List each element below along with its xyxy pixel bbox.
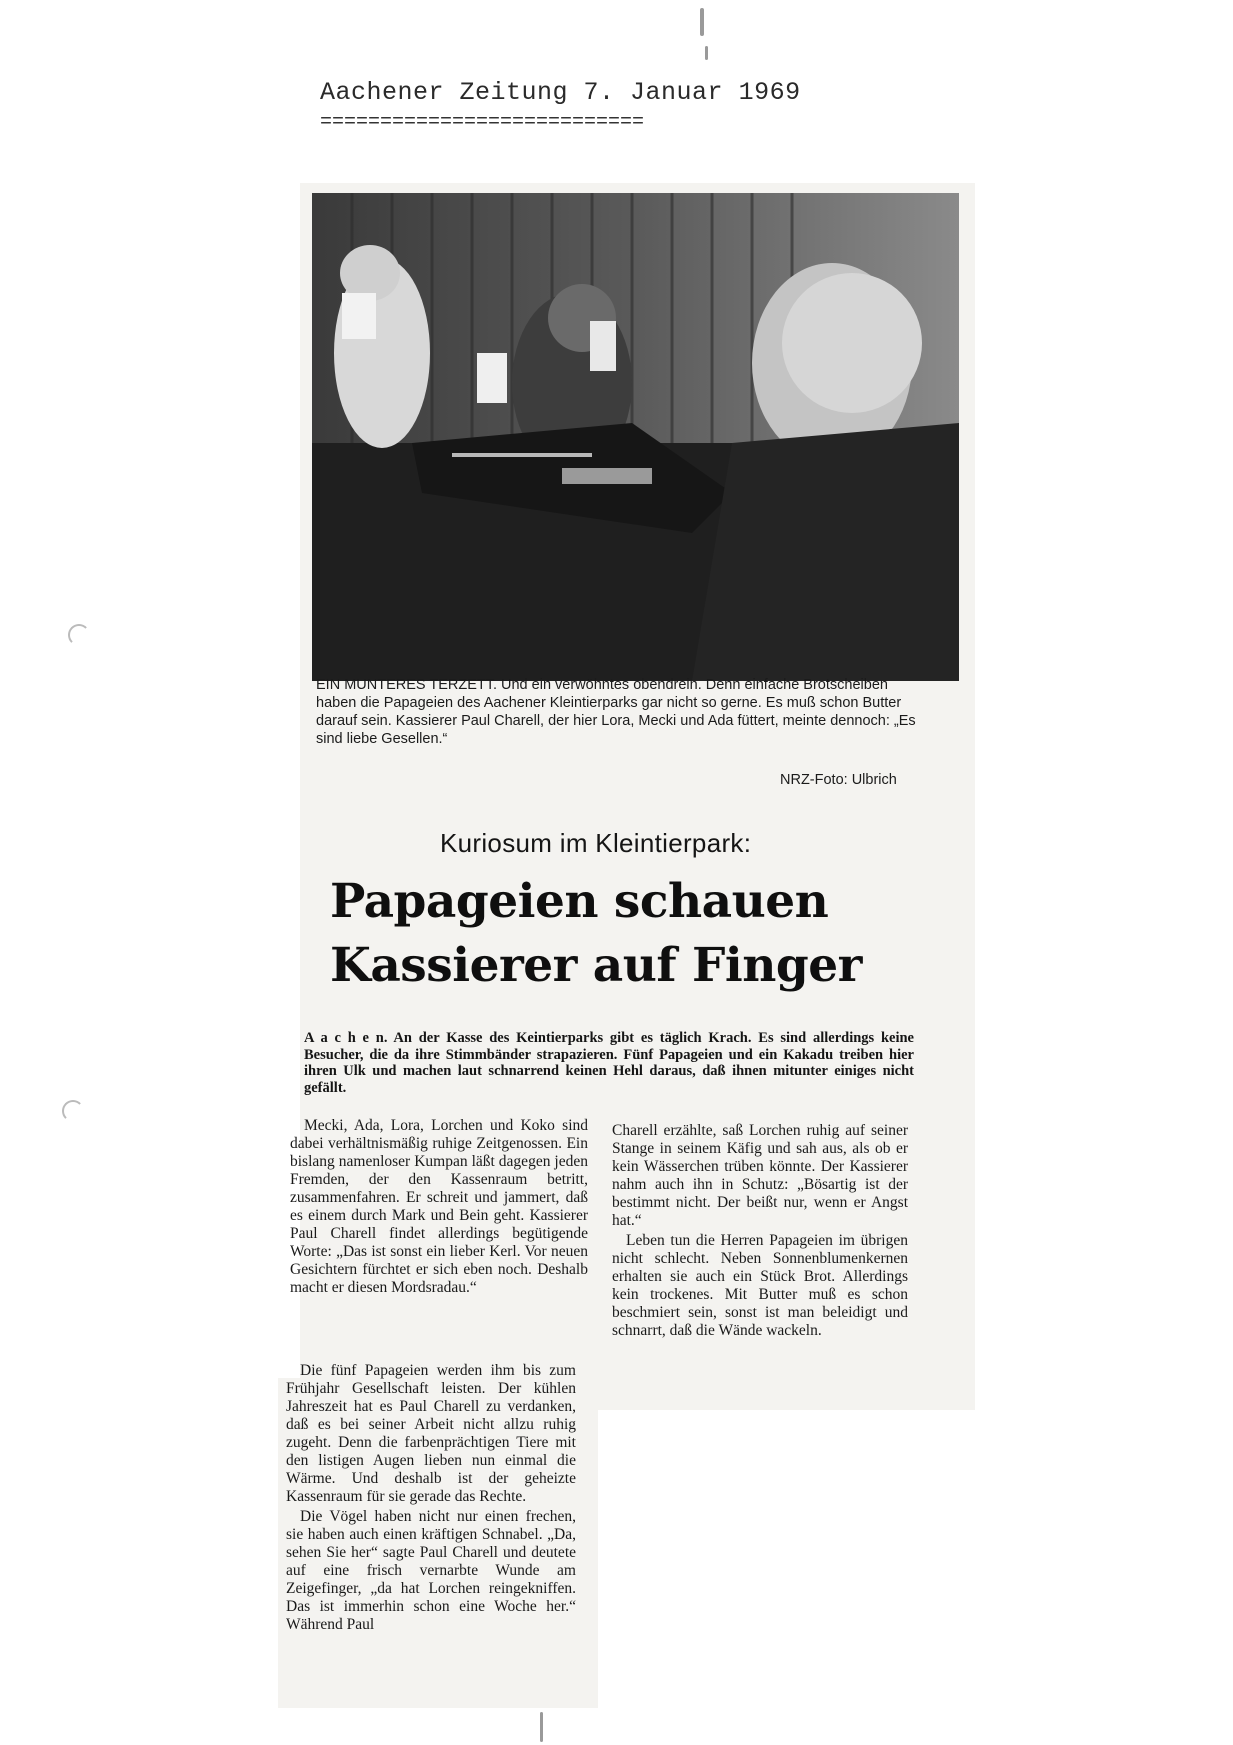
headline-line-2: Kassierer auf Finger xyxy=(330,938,862,993)
photo-caption: EIN MUNTERES TERZETT. Und ein verwöhntes obendrein. Denn einfache Brotscheiben haben die Papageien des Aachener Kleintierparks gar nicht so gerne. Es muß schon Butter darauf sein. Kassierer Paul Charell, der hier Lora, Mecki und Ada füttert, meinte dennoch: „Es sind liebe Gesellen.“ xyxy=(316,677,916,747)
paragraph: Leben tun die Herren Papageien im übrigen nicht schlecht. Neben Sonnenblumenkernen erhalten sie auch ein Stück Brot. Allerdings kein trockenes. Mit Butter muß es schon beschmiert sein, sonst ist man beleidigt und schnarrt, daß die Wände wackeln. xyxy=(612,1232,908,1339)
paragraph: Charell erzählte, saß Lorchen ruhig auf seiner Stange in seinem Käfig und sah aus, als ob er kein Wässerchen trüben könnte. Der Kassierer nahm auch ihn in Schutz: „Bösartig ist der bestimmt nicht. Der beißt nur, wenn er Angst hat.“ xyxy=(612,1122,908,1229)
photo-credit: NRZ-Foto: Ulbrich xyxy=(780,772,897,788)
paragraph: Mecki, Ada, Lora, Lorchen und Koko sind dabei verhältnismäßig ruhige Zeitgenossen. Ein bislang namenloser Kumpan läßt dagegen jeden Fremden, der den Kassenraum betritt, zusammenfahren. Er schreit und jammert, daß es einem durch Mark und Bein geht. Kassierer Paul Charell findet allerdings begütigende Worte: „Das ist sonst ein lieber Kerl. Vor neuen Gesichtern fürchtet er sich eben noch. Deshalb macht er diesen Mordsradau.“ xyxy=(290,1117,588,1296)
photo-illustration xyxy=(312,193,959,681)
scan-speck xyxy=(540,1712,543,1742)
article-column-2 xyxy=(612,1122,908,1342)
article-headline xyxy=(330,870,930,998)
article-kicker: Kuriosum im Kleintierpark: xyxy=(440,828,752,858)
paragraph: Die fünf Papageien werden ihm bis zum Frühjahr Gesellschaft leisten. Der kühlen Jahreszeit hat es Paul Charell zu verdanken, daß es bei seiner Arbeit nicht allzu ruhig zugeht. Denn die farbenprächtigen Tiere mit den listigen Augen lieben nun einmal die Wärme. Und deshalb ist der geheizte Kassenraum für sie gerade das Rechte. xyxy=(286,1362,576,1505)
article-column-1-continued xyxy=(286,1362,576,1636)
scan-speck xyxy=(705,46,708,60)
photo-parrots-icon xyxy=(312,193,959,681)
source-underline: =========================== xyxy=(320,111,645,134)
scan-speck xyxy=(62,1100,84,1122)
paragraph: Die Vögel haben nicht nur einen frechen, sie haben auch einen kräftigen Schnabel. „Da, sehen Sie her“ sagte Paul Charell und deutete auf eine frisch vernarbte Wunde am Zeigefinger, „da hat Lorchen reingekniffen. Das ist immerhin schon eine Woche her.“ Während Paul xyxy=(286,1508,576,1633)
source-line: Aachener Zeitung 7. Januar 1969 xyxy=(320,78,801,107)
scan-speck xyxy=(68,624,90,646)
scan-speck xyxy=(700,8,704,36)
article-lead: A a c h e n. An der Kasse des Keintierparks gibt es täglich Krach. Es sind allerdings keine Besucher, die da ihre Stimmbänder strapazieren. Fünf Papageien und ein Kakadu treiben hier ihren Ulk und machen laut schnarrend keinen Hehl daraus, daß ihnen mitunter einiges nicht gefällt. xyxy=(304,1030,914,1096)
article-column-1 xyxy=(290,1117,588,1299)
headline-line-1: Papageien schauen xyxy=(330,874,829,929)
